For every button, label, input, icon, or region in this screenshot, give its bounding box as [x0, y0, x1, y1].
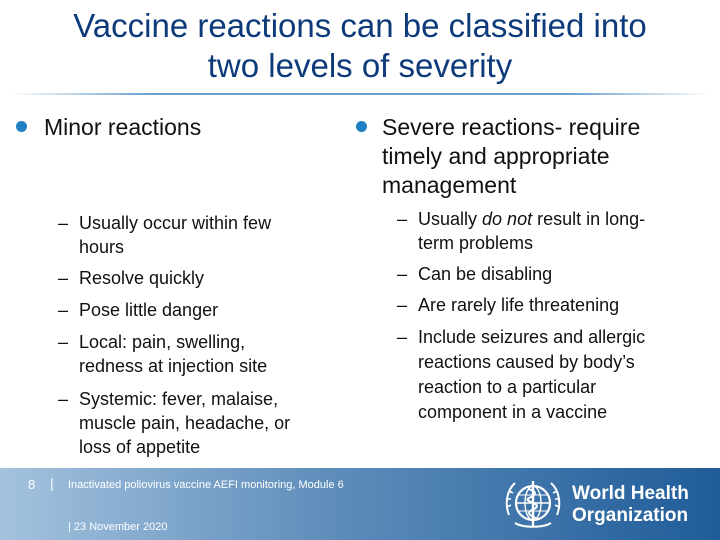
who-wordmark-line-2: Organization [572, 505, 689, 526]
right-item-1-prefix: Usually [418, 209, 483, 229]
right-item-4-line-4: component in a vaccine [418, 402, 608, 422]
left-item-5-line-3: loss of appetite [79, 437, 201, 457]
dash-bullet: – [397, 295, 408, 315]
right-item-3: Are rarely life threatening [418, 295, 620, 315]
who-wordmark-line-1: World Health [572, 483, 689, 504]
dash-bullet: – [58, 300, 69, 320]
dash-bullet: – [397, 327, 408, 347]
right-heading-line-1: Severe reactions- require [382, 114, 641, 140]
left-item-2: Resolve quickly [79, 268, 205, 288]
right-heading-line-2: timely and appropriate [382, 143, 610, 169]
title-divider [10, 93, 710, 95]
right-item-2: Can be disabling [418, 264, 553, 284]
left-item-5-line-2: muscle pain, headache, or [79, 413, 291, 433]
dash-bullet: – [397, 209, 408, 229]
dash-bullet: – [397, 264, 408, 284]
module-label: Inactivated poliovirus vaccine AEFI monitoring, Module 6 [68, 479, 344, 491]
bullet-dot-icon [16, 121, 27, 132]
left-heading: Minor reactions [44, 114, 202, 140]
right-item-4-line-3: reaction to a particular [418, 377, 597, 397]
right-item-4-line-2: reactions caused by body’s [418, 352, 635, 372]
left-item-4-line-2: redness at injection site [79, 356, 268, 376]
page-number: 8 [28, 477, 36, 492]
right-item-4-line-1: Include seizures and allergic [418, 327, 646, 347]
who-wordmark [572, 483, 689, 527]
slide-title [0, 6, 720, 86]
left-item-4-line-1: Local: pain, swelling, [79, 332, 246, 352]
date-label: | 23 November 2020 [68, 521, 168, 533]
who-emblem-icon [503, 475, 563, 531]
right-item-1-line-2: term problems [418, 233, 534, 253]
bullet-dot-icon [356, 121, 367, 132]
right-heading-line-3: management [382, 172, 517, 198]
dash-bullet: – [58, 389, 69, 409]
slide-title-line-1: Vaccine reactions can be classified into [73, 7, 647, 44]
right-item-1-line-1 [418, 207, 645, 231]
dash-bullet: – [58, 332, 69, 352]
left-item-1-line-2: hours [79, 237, 125, 257]
dash-bullet: – [58, 268, 69, 288]
right-item-1-suffix: result in long- [532, 209, 646, 229]
left-item-5-line-1: Systemic: fever, malaise, [79, 389, 279, 409]
slide-title-line-2: two levels of severity [207, 47, 513, 84]
right-item-1-emphasis: do not [482, 209, 533, 229]
page-separator: | [50, 475, 54, 491]
left-item-3: Pose little danger [79, 300, 219, 320]
left-item-1-line-1: Usually occur within few [79, 213, 272, 233]
dash-bullet: – [58, 213, 69, 233]
